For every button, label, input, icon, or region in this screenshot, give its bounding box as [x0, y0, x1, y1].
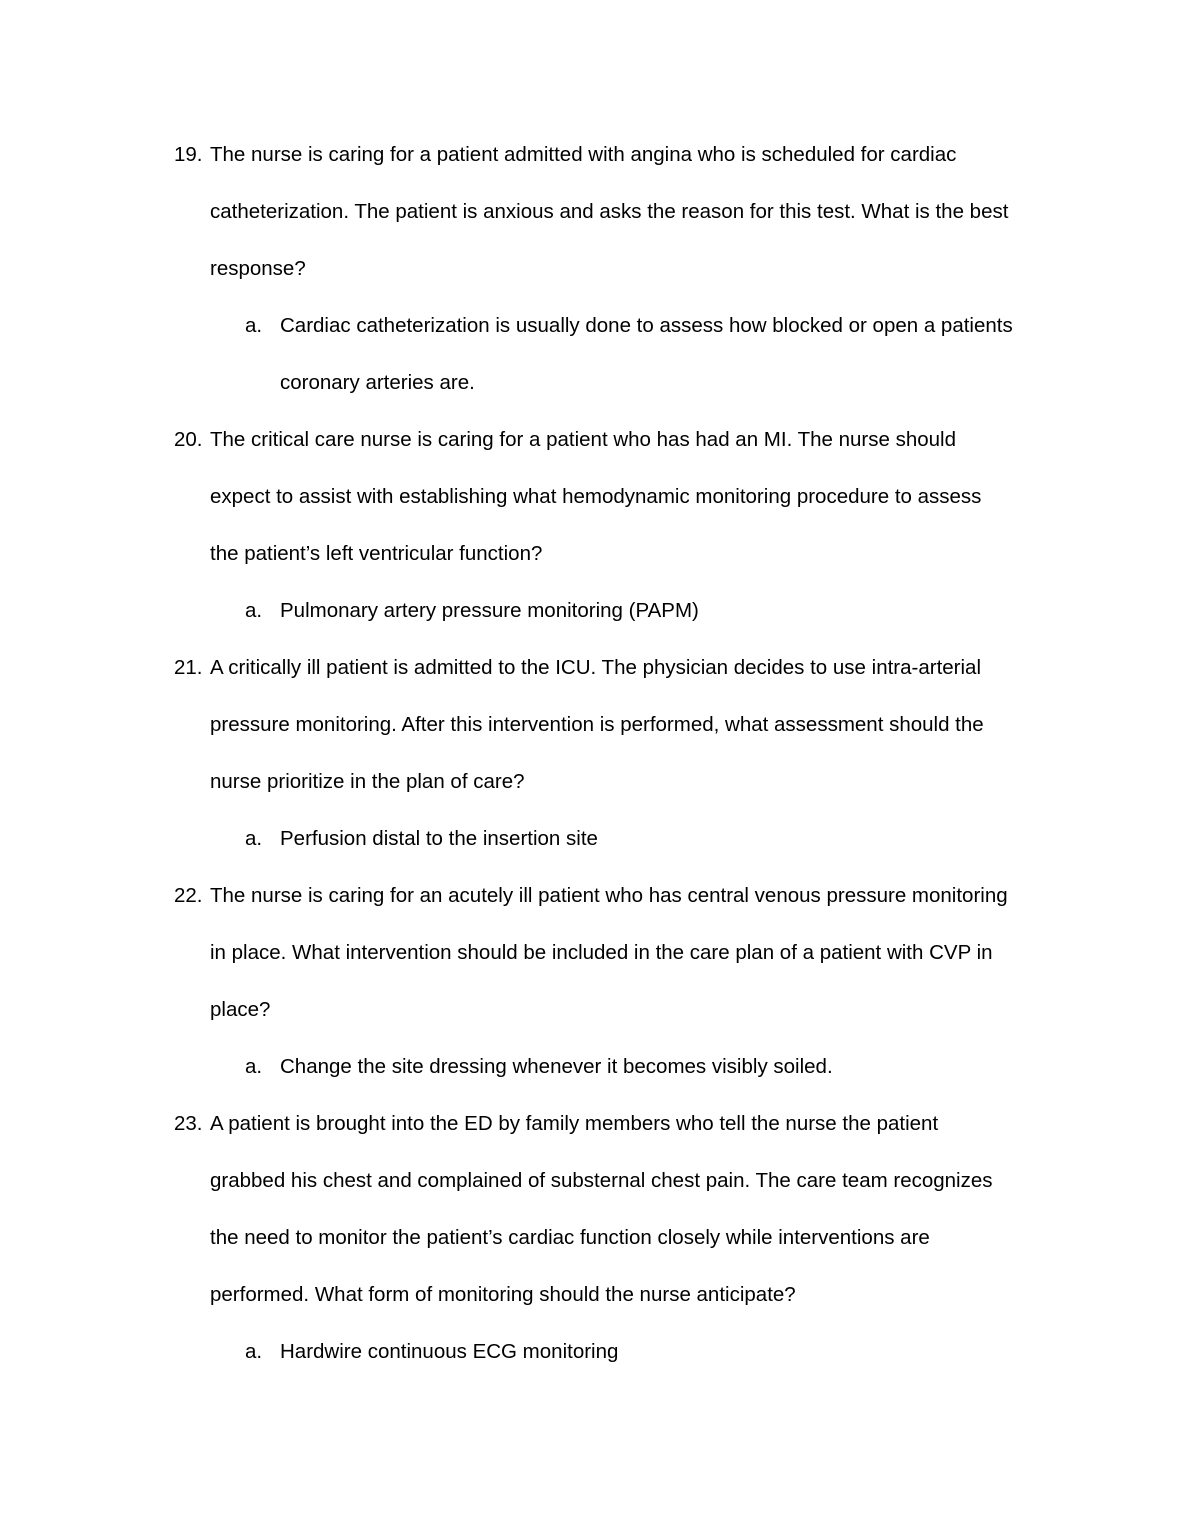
question-text-line: A critically ill patient is admitted to the ICU. The physician decides to use intra-arterial — [210, 656, 982, 679]
question-text-line: The critical care nurse is caring for a patient who has had an MI. The nurse should — [210, 428, 956, 451]
question-text-line: expect to assist with establishing what hemodynamic monitoring procedure to assess — [210, 485, 982, 508]
question-text-line: the patient’s left ventricular function? — [210, 542, 543, 565]
answer-letter: a. — [245, 1055, 263, 1078]
question-text-line: grabbed his chest and complained of substernal chest pain. The care team recognizes — [210, 1169, 993, 1192]
answer-letter: a. — [245, 827, 263, 850]
question-text-line: response? — [210, 257, 306, 280]
answer-text-line: Pulmonary artery pressure monitoring (PAPM) — [280, 599, 699, 622]
question-text-line: catheterization. The patient is anxious and asks the reason for this test. What is the best — [210, 200, 1009, 223]
answer-letter: a. — [245, 1340, 263, 1363]
answer-text-line: coronary arteries are. — [280, 371, 475, 394]
answer-text-line: Perfusion distal to the insertion site — [280, 827, 598, 850]
question-text-line: the need to monitor the patient’s cardiac function closely while interventions are — [210, 1226, 930, 1249]
question-text-line: The nurse is caring for an acutely ill patient who has central venous pressure monitoring — [210, 884, 1008, 907]
question-text-line: The nurse is caring for a patient admitted with angina who is scheduled for cardiac — [210, 143, 957, 166]
question-number: 22. — [174, 884, 203, 907]
answer-text-line: Cardiac catheterization is usually done to assess how blocked or open a patients — [280, 314, 1013, 337]
question-text-line: place? — [210, 998, 271, 1021]
question-text-line: nurse prioritize in the plan of care? — [210, 770, 525, 793]
question-text-line: performed. What form of monitoring should the nurse anticipate? — [210, 1283, 796, 1306]
question-text-line: A patient is brought into the ED by family members who tell the nurse the patient — [210, 1112, 939, 1135]
question-number: 21. — [174, 656, 203, 679]
question-text-line: in place. What intervention should be included in the care plan of a patient with CVP in — [210, 941, 993, 964]
question-text-line: pressure monitoring. After this intervention is performed, what assessment should the — [210, 713, 984, 736]
question-number: 19. — [174, 143, 203, 166]
answer-text-line: Change the site dressing whenever it becomes visibly soiled. — [280, 1055, 833, 1078]
answer-text-line: Hardwire continuous ECG monitoring — [280, 1340, 619, 1363]
answer-letter: a. — [245, 314, 263, 337]
answer-letter: a. — [245, 599, 263, 622]
question-number: 20. — [174, 428, 203, 451]
question-number: 23. — [174, 1112, 203, 1135]
